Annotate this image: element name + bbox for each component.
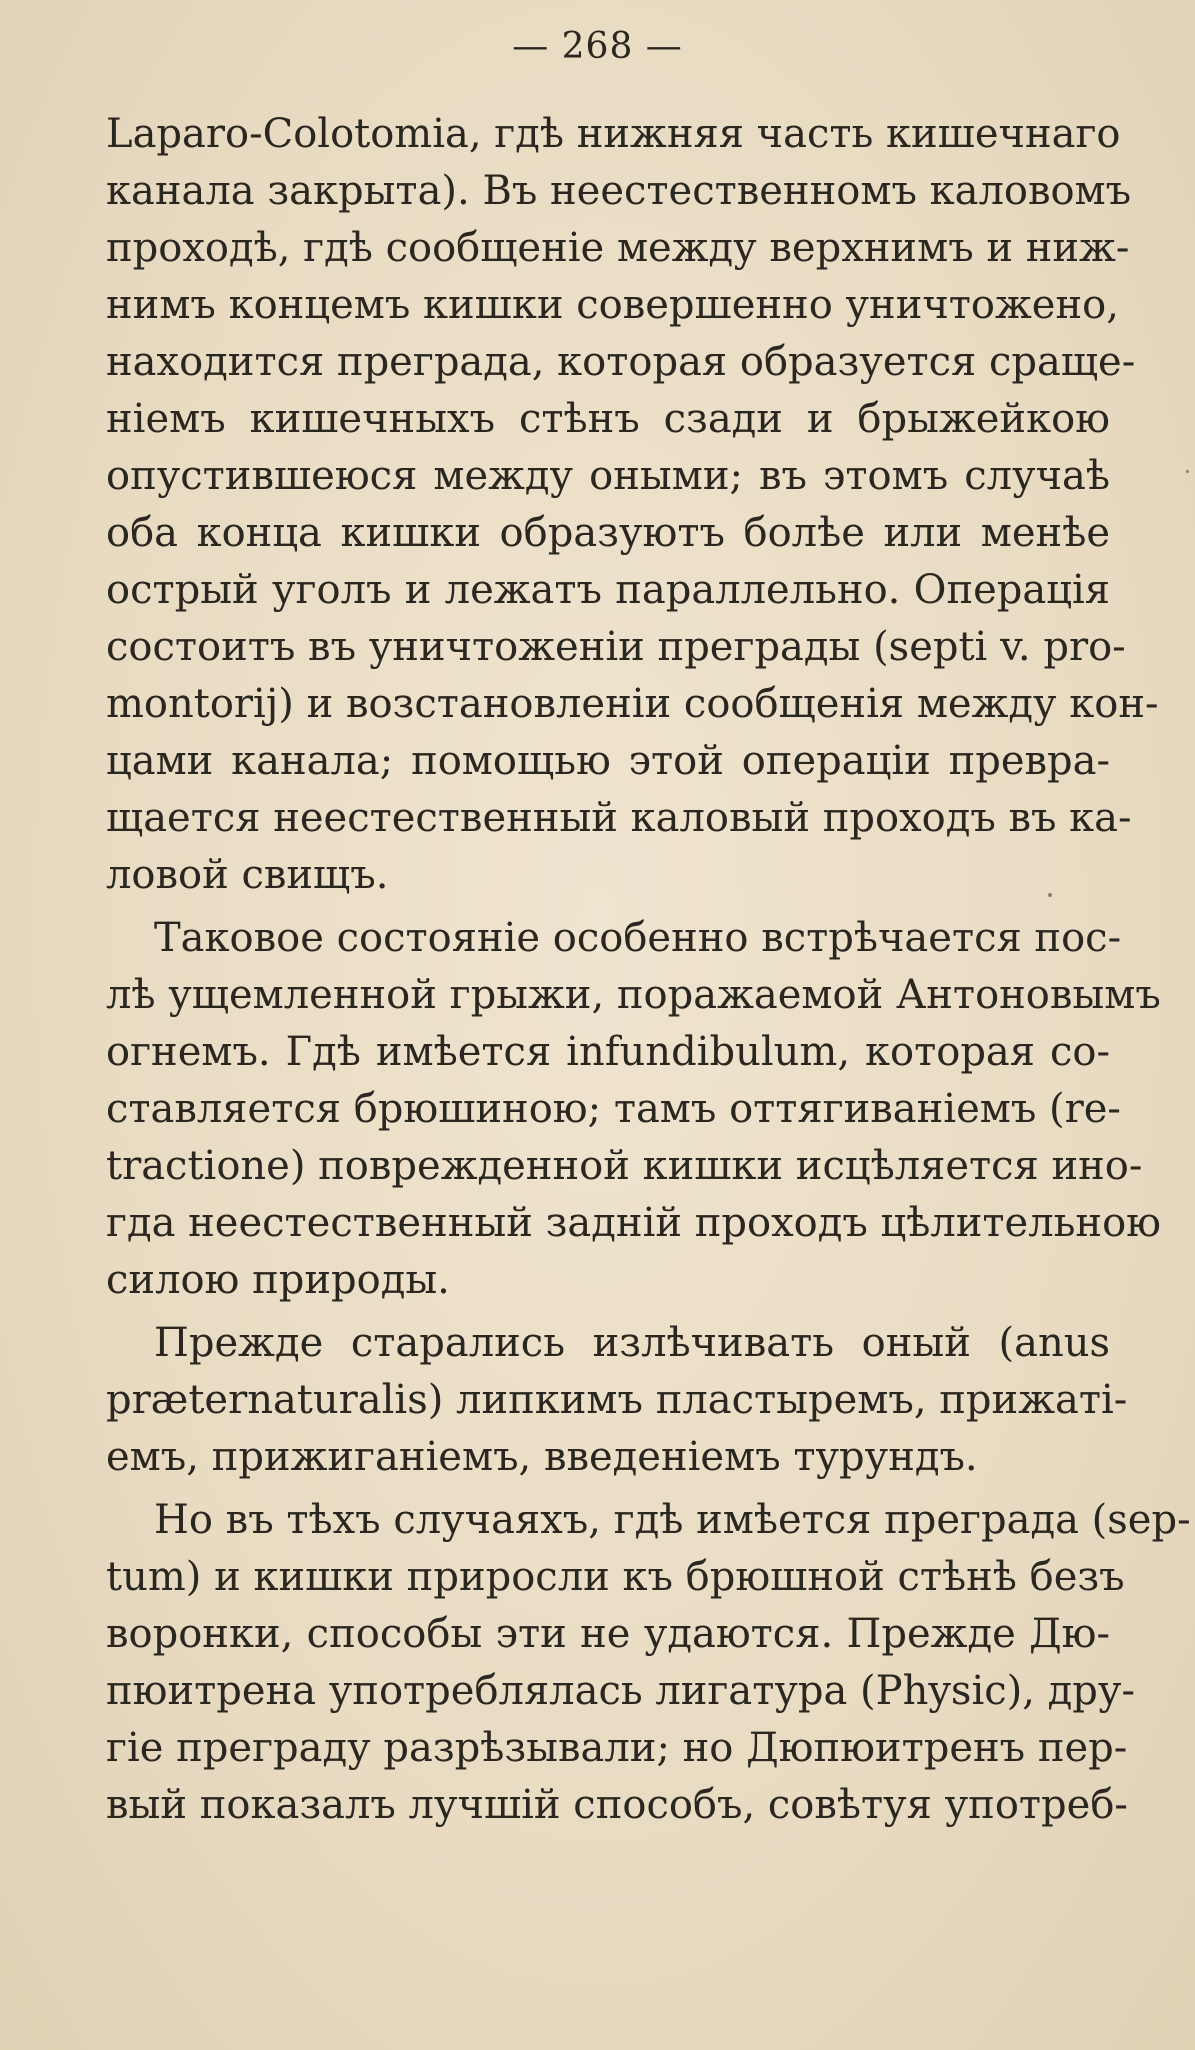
- paragraph-1: [106, 106, 1159, 904]
- text-line: Laparo-Colotomia, гдѣ нижняя часть кишечнаго: [106, 111, 1121, 157]
- text-line: гда неестественный задній проходъ цѣлительною: [106, 1200, 1161, 1246]
- text-line: огнемъ. Гдѣ имѣется infundibulum, которая со-: [106, 1029, 1110, 1075]
- text-line: силою природы.: [106, 1257, 450, 1303]
- text-line: острый уголъ и лежатъ параллельно. Операція: [106, 567, 1110, 613]
- text-line: цами канала; помощью этой операціи превра-: [106, 738, 1110, 784]
- text-line: канала закрыта). Въ неестественномъ каловомъ: [106, 168, 1132, 214]
- paragraph-4: [106, 1492, 1191, 1834]
- text-line: находится преграда, которая образуется сраще-: [106, 339, 1136, 385]
- body-text: [106, 106, 1191, 1834]
- text-line: опустившеюся между оными; въ этомъ случаѣ: [106, 453, 1110, 499]
- text-line: емъ, прижиганіемъ, введеніемъ турундъ.: [106, 1434, 978, 1480]
- text-line: montorij) и возстановленіи сообщенія между кон-: [106, 681, 1159, 727]
- page-number: — 268 —: [512, 26, 683, 67]
- text-line: гіе преграду разрѣзывали; но Дюпюитренъ пер-: [106, 1725, 1128, 1771]
- text-line: щается неестественный каловый проходъ въ ка-: [106, 795, 1132, 841]
- text-line: проходѣ, гдѣ сообщеніе между верхнимъ и ниж-: [106, 225, 1130, 271]
- paragraph-3: [106, 1315, 1128, 1486]
- text-line: Таковое состояніе особенно встрѣчается пос-: [154, 915, 1122, 961]
- text-line: præternaturalis) липкимъ пластыремъ, прижаті-: [106, 1377, 1128, 1423]
- text-line: воронки, способы эти не удаются. Прежде Дю-: [106, 1611, 1110, 1657]
- paper-speck: [1048, 893, 1052, 897]
- text-line: лѣ ущемленной грыжи, поражаемой Антоновымъ: [106, 972, 1161, 1018]
- text-line: ловой свищъ.: [106, 852, 389, 898]
- text-line: оба конца кишки образуютъ болѣе или менѣе: [106, 510, 1110, 556]
- paragraph-2: [106, 910, 1161, 1309]
- text-line: нимъ концемъ кишки совершенно уничтожено,: [106, 282, 1119, 328]
- text-line: tum) и кишки приросли къ брюшной стѣнѣ безъ: [106, 1554, 1125, 1600]
- text-line: Прежде старались излѣчивать оный (anus: [154, 1320, 1110, 1366]
- text-line: ставляется брюшиною; тамъ оттягиваніемъ (re-: [106, 1086, 1121, 1132]
- text-line: ніемъ кишечныхъ стѣнъ сзади и брыжейкою: [106, 396, 1110, 442]
- text-line: tractione) поврежденной кишки исцѣляется ино-: [106, 1143, 1143, 1189]
- text-line: состоитъ въ уничтоженіи преграды (septi v. pro-: [106, 624, 1126, 670]
- text-line: пюитрена употреблялась лигатура (Physic), дру-: [106, 1668, 1135, 1714]
- text-line: вый показалъ лучшій способъ, совѣтуя употреб-: [106, 1782, 1128, 1828]
- text-line: Но въ тѣхъ случаяхъ, гдѣ имѣется преграда (sep-: [154, 1497, 1191, 1543]
- paper-speck: [1186, 470, 1189, 473]
